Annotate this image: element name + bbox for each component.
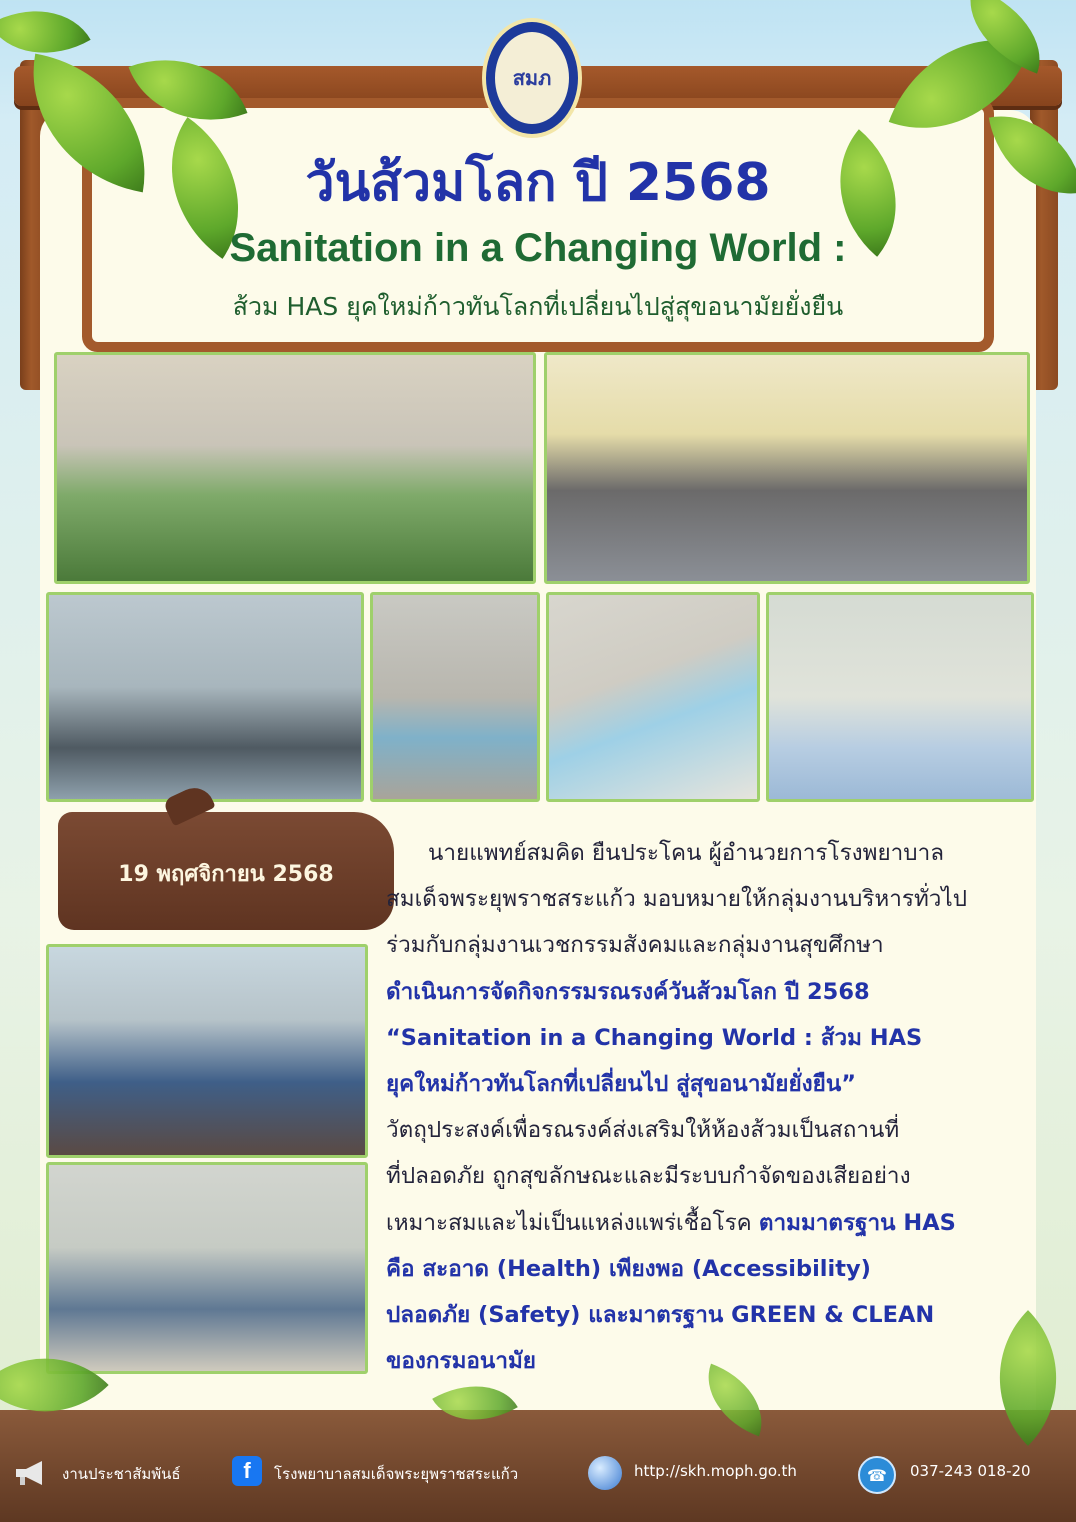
- body-line: ที่ปลอดภัย ถูกสุขลักษณะและมีระบบกำจัดของเสียอย่าง: [386, 1163, 911, 1190]
- footer-pr-label: งานประชาสัมพันธ์: [62, 1465, 181, 1483]
- photo-staff-presentation: [46, 1162, 368, 1374]
- photo-two-nurses: [766, 592, 1034, 802]
- title-english: Sanitation in a Changing World :: [229, 226, 847, 270]
- event-date: 19 พฤศจิกายน 2568: [118, 862, 334, 887]
- photo-audience-hall: [46, 944, 368, 1158]
- photo-group-waiting-room: [544, 352, 1030, 584]
- body-line: สมเด็จพระยุพราชสระแก้ว มอบหมายให้กลุ่มงานบริหารทั่วไป: [386, 886, 968, 913]
- footer-facebook-link[interactable]: โรงพยาบาลสมเด็จพระยุพราชสระแก้ว: [274, 1465, 519, 1483]
- title-thai: วันส้วมโลก ปี 2568: [305, 153, 771, 213]
- logo-text: สมภ: [512, 66, 552, 90]
- subtitle-thai: ส้วม HAS ยุคใหม่ก้าวทันโลกที่เปลี่ยนไปสู่สุขอนามัยยั่งยืน: [232, 292, 844, 321]
- article-body: [386, 830, 1042, 1384]
- body-line-highlight: ปลอดภัย (Safety) และมาตรฐาน GREEN & CLEAN: [386, 1302, 935, 1329]
- body-line: นายแพทย์สมคิด ยืนประโคน ผู้อำนวยการโรงพยาบาล: [428, 840, 944, 866]
- footer-website-link[interactable]: http://skh.moph.go.th: [634, 1462, 797, 1480]
- photo-toilet-cleaning: [546, 592, 760, 802]
- photo-speaker-counter: [46, 592, 364, 802]
- facebook-icon[interactable]: f: [232, 1456, 262, 1486]
- megaphone-icon: [14, 1456, 48, 1490]
- body-line-highlight: ตามมาตรฐาน HAS: [758, 1209, 956, 1236]
- hospital-logo: [482, 18, 582, 138]
- body-line-highlight: ดำเนินการจัดกิจกรรมรณรงค์วันส้วมโลก ปี 2568: [386, 978, 870, 1005]
- body-line-highlight: ยุคใหม่ก้าวทันโลกที่เปลี่ยนไป สู่สุขอนามัยยั่งยืน”: [386, 1071, 856, 1098]
- logo-emblem: [495, 32, 569, 124]
- footer-bar: [0, 1446, 1076, 1506]
- body-line-highlight: ของกรมอนามัย: [386, 1348, 536, 1375]
- photo-group-outdoor: [54, 352, 536, 584]
- body-line-highlight: “Sanitation in a Changing World : ส้วม HAS: [386, 1024, 923, 1051]
- phone-icon: ☎: [858, 1456, 896, 1494]
- body-line-highlight: คือ สะอาด (Health) เพียงพอ (Accessibility): [386, 1255, 871, 1282]
- body-line: [386, 1200, 1042, 1246]
- body-line: ร่วมกับกลุ่มงานเวชกรรมสังคมและกลุ่มงานสุขศึกษา: [386, 932, 884, 959]
- globe-icon: [588, 1456, 622, 1490]
- body-line: วัตถุประสงค์เพื่อรณรงค์ส่งเสริมให้ห้องส้วมเป็นสถานที่: [386, 1117, 900, 1144]
- photo-cleaning-restroom: [370, 592, 540, 802]
- footer-phone[interactable]: 037-243 018-20: [910, 1462, 1031, 1480]
- body-line-part: เหมาะสมและไม่เป็นแหล่งแพร่เชื้อโรค: [386, 1209, 759, 1236]
